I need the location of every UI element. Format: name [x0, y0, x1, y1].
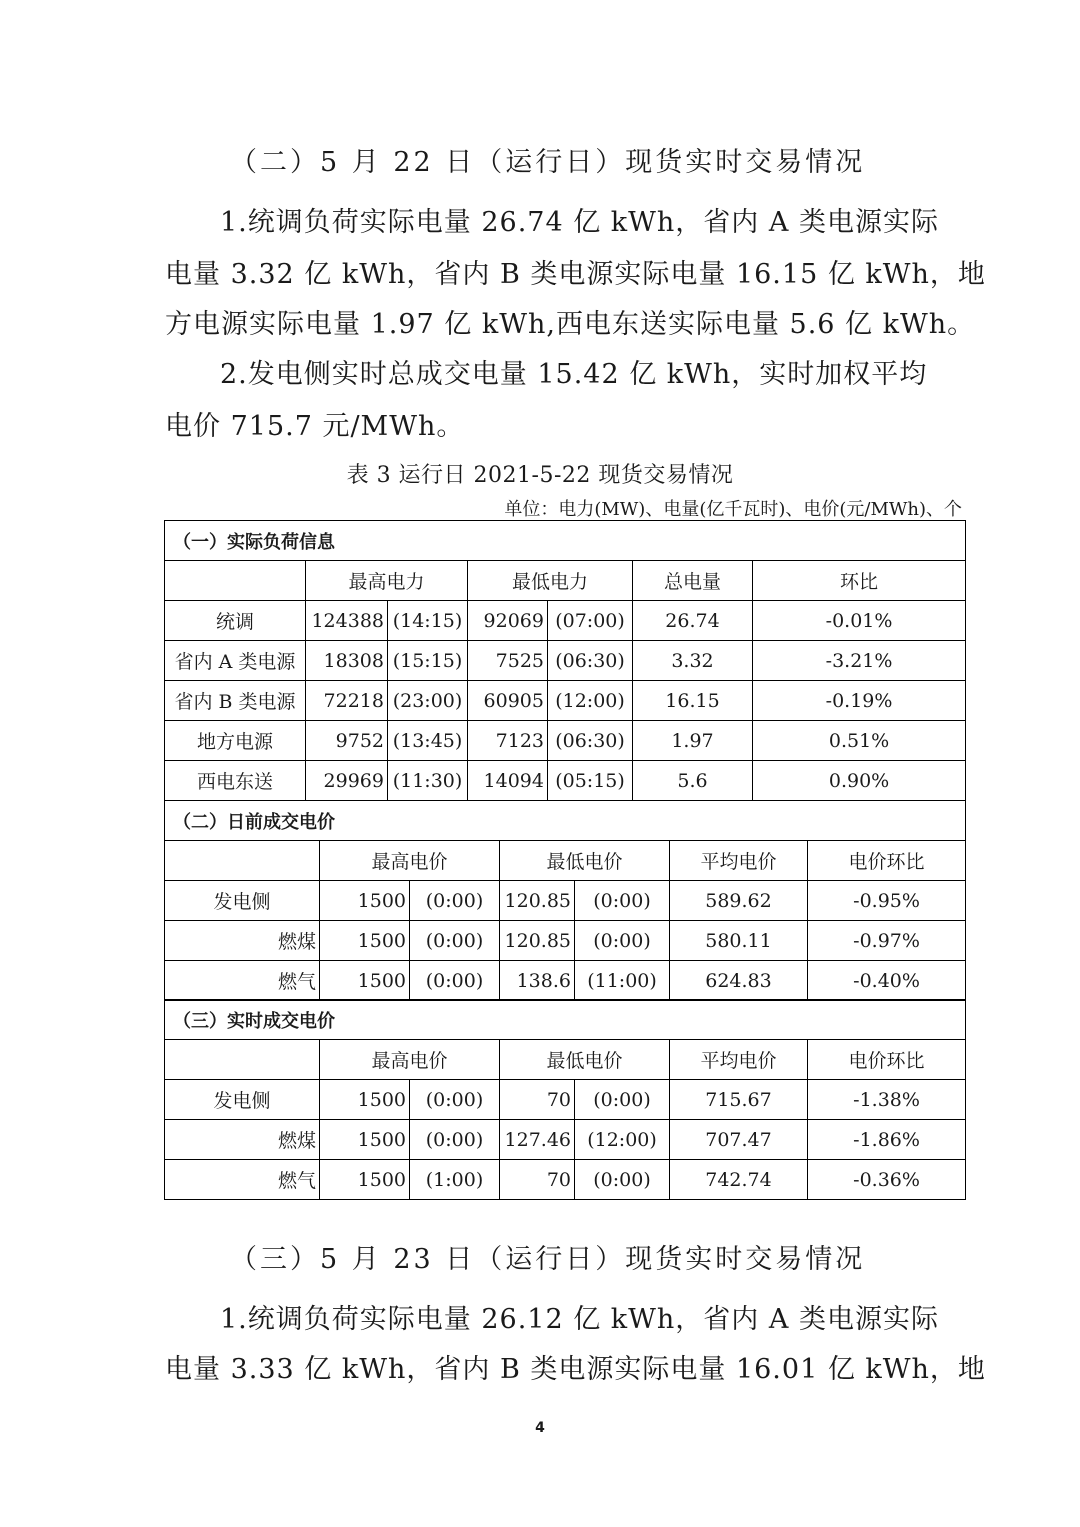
header-price-ratio: 电价环比 [808, 841, 966, 881]
load-info-table [164, 520, 966, 801]
ratio-value: -3.21% [753, 641, 966, 681]
max-value: 72218 [306, 681, 388, 721]
max-value: 1500 [320, 1160, 410, 1200]
section2-para2-line2: 电价 715.7 元/MWh。 [165, 411, 465, 442]
max-time: (0:00) [410, 881, 500, 921]
dayahead-price-table [164, 800, 966, 1001]
min-time: (0:00) [575, 1160, 670, 1200]
ratio-value: -0.40% [808, 961, 966, 1001]
table-row [165, 881, 966, 921]
section2-para1-line3: 方电源实际电量 1.97 亿 kWh,西电东送实际电量 5.6 亿 kWh。 [165, 309, 976, 340]
avg-value: 624.83 [670, 961, 808, 1001]
max-time: (23:00) [388, 681, 468, 721]
header-avg-price: 平均电价 [670, 1040, 808, 1080]
ratio-value: -1.86% [808, 1120, 966, 1160]
total-value: 1.97 [633, 721, 753, 761]
row-name: 燃气 [165, 1160, 320, 1200]
row-name: 发电侧 [165, 881, 320, 921]
min-time: (06:30) [548, 641, 633, 681]
ratio-value: -0.97% [808, 921, 966, 961]
load-section-title: （一）实际负荷信息 [165, 521, 966, 561]
section3-para1-line2: 电量 3.33 亿 kWh，省内 B 类电源实际电量 16.01 亿 kWh，地 [165, 1354, 986, 1385]
realtime-section-title: （三）实时成交电价 [165, 1000, 966, 1040]
header-max-price: 最高电价 [320, 1040, 500, 1080]
table-row [165, 1120, 966, 1160]
header-blank [165, 561, 306, 601]
row-name: 地方电源 [165, 721, 306, 761]
section3-para1-line1: 1.统调负荷实际电量 26.12 亿 kWh，省内 A 类电源实际 [220, 1304, 939, 1335]
ratio-value: -0.01% [753, 601, 966, 641]
table-row [165, 761, 966, 801]
min-time: (0:00) [575, 1080, 670, 1120]
row-name: 发电侧 [165, 1080, 320, 1120]
table-row [165, 1080, 966, 1120]
min-time: (12:00) [575, 1120, 670, 1160]
load-header-row [165, 561, 966, 601]
avg-value: 589.62 [670, 881, 808, 921]
max-time: (0:00) [410, 1120, 500, 1160]
header-min-power: 最低电力 [468, 561, 633, 601]
dayahead-section-title: （二）日前成交电价 [165, 801, 966, 841]
min-time: (0:00) [575, 921, 670, 961]
max-time: (0:00) [410, 1080, 500, 1120]
realtime-price-table [164, 999, 966, 1200]
section2-para1-line2: 电量 3.32 亿 kWh，省内 B 类电源实际电量 16.15 亿 kWh，地 [165, 259, 986, 290]
header-max-power: 最高电力 [306, 561, 468, 601]
max-value: 1500 [320, 921, 410, 961]
avg-value: 707.47 [670, 1120, 808, 1160]
header-max-price: 最高电价 [320, 841, 500, 881]
min-time: (12:00) [548, 681, 633, 721]
ratio-value: -0.36% [808, 1160, 966, 1200]
section2-para1-line1: 1.统调负荷实际电量 26.74 亿 kWh，省内 A 类电源实际 [220, 207, 939, 238]
ratio-value: 0.90% [753, 761, 966, 801]
min-value: 14094 [468, 761, 548, 801]
min-time: (07:00) [548, 601, 633, 641]
max-time: (0:00) [410, 961, 500, 1001]
max-value: 9752 [306, 721, 388, 761]
row-name: 燃煤 [165, 1120, 320, 1160]
min-value: 127.46 [500, 1120, 575, 1160]
total-value: 26.74 [633, 601, 753, 641]
max-value: 1500 [320, 881, 410, 921]
table-row [165, 961, 966, 1001]
header-total-energy: 总电量 [633, 561, 753, 601]
row-name: 燃气 [165, 961, 320, 1001]
row-name: 西电东送 [165, 761, 306, 801]
max-value: 29969 [306, 761, 388, 801]
total-value: 3.32 [633, 641, 753, 681]
table-row [165, 601, 966, 641]
section2-para2-line1: 2.发电侧实时总成交电量 15.42 亿 kWh，实时加权平均 [220, 359, 928, 390]
dayahead-header-row [165, 841, 966, 881]
min-time: (05:15) [548, 761, 633, 801]
min-value: 70 [500, 1080, 575, 1120]
max-time: (14:15) [388, 601, 468, 641]
realtime-header-row [165, 1040, 966, 1080]
avg-value: 715.67 [670, 1080, 808, 1120]
total-value: 5.6 [633, 761, 753, 801]
page-number: 4 [535, 1420, 545, 1436]
header-min-price: 最低电价 [500, 1040, 670, 1080]
header-blank [165, 841, 320, 881]
total-value: 16.15 [633, 681, 753, 721]
min-time: (11:00) [575, 961, 670, 1001]
section2-heading: （二）5 月 22 日（运行日）现货实时交易情况 [230, 147, 866, 178]
max-value: 1500 [320, 1080, 410, 1120]
max-value: 1500 [320, 961, 410, 1001]
min-value: 92069 [468, 601, 548, 641]
min-time: (06:30) [548, 721, 633, 761]
table-row [165, 641, 966, 681]
ratio-value: -1.38% [808, 1080, 966, 1120]
header-ratio: 环比 [753, 561, 966, 601]
table-caption: 表 3 运行日 2021-5-22 现货交易情况 [346, 463, 734, 488]
ratio-value: -0.19% [753, 681, 966, 721]
table-row [165, 1160, 966, 1200]
row-name: 省内 A 类电源 [165, 641, 306, 681]
section3-heading: （三）5 月 23 日（运行日）现货实时交易情况 [230, 1244, 866, 1275]
avg-value: 742.74 [670, 1160, 808, 1200]
min-value: 138.6 [500, 961, 575, 1001]
header-blank [165, 1040, 320, 1080]
table-unit: 单位：电力(MW)、电量(亿千瓦时)、电价(元/MWh)、个 [504, 499, 962, 520]
row-name: 统调 [165, 601, 306, 641]
max-value: 1500 [320, 1120, 410, 1160]
table-row [165, 681, 966, 721]
min-value: 60905 [468, 681, 548, 721]
max-time: (1:00) [410, 1160, 500, 1200]
min-value: 7525 [468, 641, 548, 681]
row-name: 燃煤 [165, 921, 320, 961]
row-name: 省内 B 类电源 [165, 681, 306, 721]
min-time: (0:00) [575, 881, 670, 921]
max-time: (11:30) [388, 761, 468, 801]
header-min-price: 最低电价 [500, 841, 670, 881]
max-time: (0:00) [410, 921, 500, 961]
header-price-ratio: 电价环比 [808, 1040, 966, 1080]
ratio-value: 0.51% [753, 721, 966, 761]
max-value: 124388 [306, 601, 388, 641]
max-value: 18308 [306, 641, 388, 681]
ratio-value: -0.95% [808, 881, 966, 921]
min-value: 70 [500, 1160, 575, 1200]
avg-value: 580.11 [670, 921, 808, 961]
max-time: (15:15) [388, 641, 468, 681]
table-row [165, 921, 966, 961]
min-value: 120.85 [500, 921, 575, 961]
min-value: 7123 [468, 721, 548, 761]
header-avg-price: 平均电价 [670, 841, 808, 881]
max-time: (13:45) [388, 721, 468, 761]
table-row [165, 721, 966, 761]
min-value: 120.85 [500, 881, 575, 921]
